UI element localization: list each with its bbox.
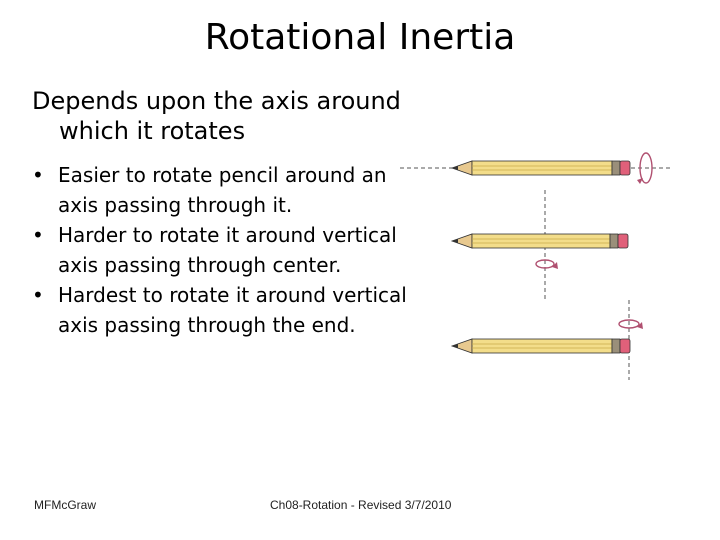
rotation-arrow-icon [536, 260, 558, 269]
rotation-arrow-icon [619, 320, 643, 329]
pencil-icon [452, 161, 630, 175]
pencil-icon [452, 339, 630, 353]
pencil-rotation-diagram [400, 140, 700, 390]
footer-author: MFMcGraw [34, 498, 96, 512]
bullet-item-harder: • Harder to rotate it around vertical axis passing through center. [30, 220, 425, 280]
bullet-item-hardest: • Hardest to rotate it around vertical axis passing through the end. [30, 280, 425, 340]
footer-chapter-info: Ch08-Rotation - Revised 3/7/2010 [270, 498, 452, 512]
pencil-axis-through-end [452, 300, 643, 380]
lead-line-2: which it rotates [59, 117, 246, 145]
lead-text [32, 86, 452, 146]
slide-title: Rotational Inertia [204, 17, 516, 58]
bullet-item-easier: • Easier to rotate pencil around an axis passing through it. [30, 160, 425, 220]
lead-line-1: Depends upon the axis around [32, 87, 401, 115]
bullet-list [30, 160, 425, 340]
pencil-axis-through-length [400, 153, 670, 184]
pencil-axis-through-center [452, 190, 628, 300]
pencil-icon [452, 234, 628, 248]
